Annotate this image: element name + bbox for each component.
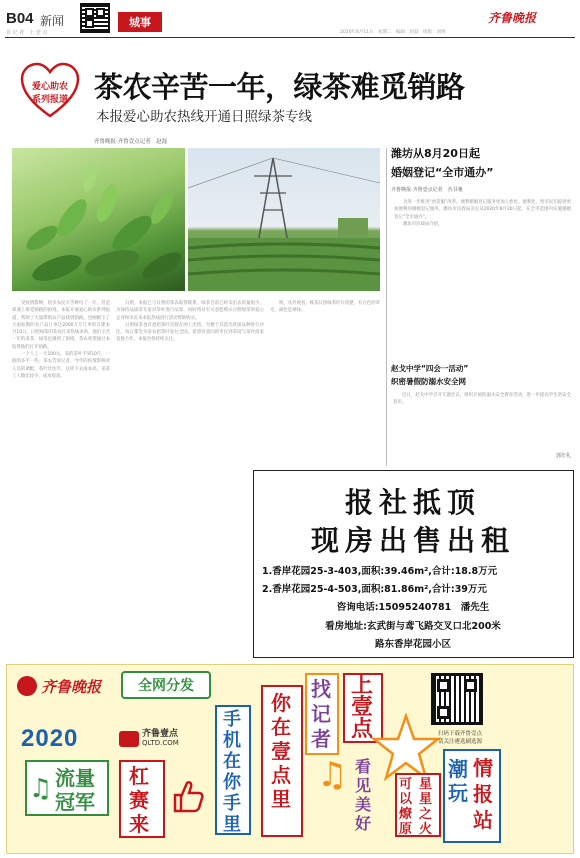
column-divider bbox=[386, 148, 387, 466]
promo-tag-phone bbox=[215, 705, 251, 835]
side1-para2: 潍坊市民政局介绍， bbox=[403, 221, 443, 227]
section-tab bbox=[118, 12, 162, 32]
promo-tag-you-text: 你在壹点里 bbox=[271, 691, 291, 811]
masthead-rule bbox=[5, 37, 575, 38]
promo-tag-spark bbox=[395, 773, 441, 837]
side1-body bbox=[394, 199, 571, 347]
section-tab-label: 城事 bbox=[129, 16, 151, 29]
lead-col3-para1: 购，从外观看，帐茶日照绿茶叶片清楚，有白色的茸毛，颜色是翠绿。 bbox=[270, 301, 380, 314]
lead-col2-para1: 日照，本报已与日照的茶农取得联系，绿茶目前已经卖出去的量很少。为保持品质茶专家对茶叶进行品鉴，同时将对有关意愿购买日照绿茶的爱心企业和市民来本报热线进行活动帮助购买。 bbox=[116, 301, 264, 321]
badge-line1: 爱心助农 bbox=[31, 82, 68, 92]
promo-tag-spark-text2: 可以燎原 bbox=[399, 777, 413, 837]
promo-tag-spark-text1: 星星之火 bbox=[419, 777, 433, 837]
lead-col2-para2: 日照绿茶也有意把茶叶直接在网上出售，为便于其选出优质品种进行评比，每日都会为茶农把茶叶发往全国。希望有意向的市民到茶园与茶叶商家直接合作。本报也将持续关注。 bbox=[116, 322, 264, 343]
promo-tag-trend-text2: 情报站 bbox=[473, 756, 493, 832]
lead-subhead: 本报爱心助农热线开通日照绿茶专线 bbox=[96, 109, 312, 125]
house-ad-address1: 看房地址:玄武街与鸢飞路交叉口北200米 bbox=[325, 621, 501, 632]
house-ad-title2: 现房出售出租 bbox=[310, 524, 515, 557]
promo-tag-traffic bbox=[25, 760, 109, 816]
music-note-icon: ♫ bbox=[29, 774, 53, 804]
promo-qr-caption2: 请关注遴选刷选源 bbox=[437, 739, 482, 745]
promo-slogan-text: 全网分发 bbox=[138, 678, 194, 694]
lead-body-col3 bbox=[270, 300, 380, 465]
side-story-1 bbox=[391, 145, 571, 335]
side1-headline-line1: 潍坊从8月20日起 bbox=[391, 147, 480, 160]
side2-body bbox=[393, 392, 571, 450]
section-name: 新闻 bbox=[40, 14, 65, 28]
promo-app-logo bbox=[119, 729, 209, 749]
promo-qr-code bbox=[431, 673, 483, 725]
masthead-qr-icon bbox=[80, 3, 110, 33]
promo-tag-see-text: 看见美好 bbox=[355, 757, 372, 833]
promo-app-url: QLTD.COM bbox=[142, 739, 179, 747]
promo-tag-phone-text: 手机在你手里 bbox=[223, 709, 241, 835]
promo-logo-text: 齐鲁晚报 bbox=[41, 677, 102, 696]
side2-headline-line2: 织密暑假防溺水安全网 bbox=[391, 377, 466, 386]
promo-logo-icon bbox=[17, 676, 37, 696]
house-ad-line1: 1.香岸花园25-3-403,面积:39.46m²,合计:18.8万元 bbox=[262, 566, 498, 577]
lead-col1-para1: 受疫情影响，很多农民辛苦种出了一年，但是却遇上难觅销路的困境。本报开通爱心助农系列报道，帮助了大量滞销农产品找到销路。也刚刚下了大雨如数的农产品订单达2000万斤订单的在建本月10日，日照绿茶的茶农打来热线求助，他们辛苦一年的采茶，绿茶也遇到了困境，茶农希望通过本报帮他们打开销路。 bbox=[12, 301, 110, 350]
house-ad-address2: 路东香岸花园小区 bbox=[374, 639, 451, 650]
promo-tag-find-text: 找记者 bbox=[311, 677, 331, 751]
promo-tag-trend bbox=[443, 749, 501, 843]
promo-tag-trend-text1: 潮玩 bbox=[448, 757, 468, 805]
side2-byline: 郭仕礼 bbox=[555, 453, 571, 459]
promo-logo bbox=[17, 673, 117, 699]
promo-ad bbox=[6, 664, 574, 854]
promo-slogan bbox=[121, 671, 211, 699]
badge-line2: 系列报道 bbox=[31, 95, 68, 105]
page-number: B04 bbox=[6, 10, 34, 27]
series-badge bbox=[20, 62, 80, 118]
promo-qr-caption1: 扫码下载齐鲁壹点 bbox=[437, 731, 482, 737]
thumbs-up-icon bbox=[167, 775, 207, 815]
lead-byline: 齐鲁晚报·齐鲁壹点记者 赵磊 bbox=[94, 139, 168, 145]
promo-tag-you bbox=[261, 685, 303, 837]
editor-line: 首 记 者 上 壹 点 bbox=[6, 30, 48, 36]
promo-tag-find bbox=[305, 673, 339, 755]
side-story-2 bbox=[391, 363, 571, 468]
promo-tag-gang bbox=[119, 760, 165, 838]
promo-year: 2020 bbox=[21, 725, 79, 752]
date-line: 2020年8月11日 星期二 编辑：赵磊 组版：刘悦 bbox=[340, 30, 446, 35]
side1-byline: 齐鲁晚报·齐鲁壹点记者 丛书驰 bbox=[391, 187, 463, 193]
tea-leaves-photo bbox=[12, 148, 185, 291]
promo-app-icon bbox=[119, 731, 139, 747]
tea-field-photo bbox=[188, 148, 380, 291]
house-ad-line2: 2.香岸花园25-4-503,面积:81.86m²,合计:39万元 bbox=[262, 584, 487, 595]
lead-headline: 茶农辛苦一年，绿茶难觅销路 bbox=[94, 70, 465, 104]
side2-headline-line1: 赵戈中学“四会一活动” bbox=[391, 364, 469, 373]
masthead bbox=[0, 0, 580, 40]
music-notes-icon: ♫ bbox=[317, 755, 348, 795]
house-ad-title1: 报社抵顶 bbox=[344, 486, 481, 519]
house-ad-contact: 咨询电话:15095240781 潘先生 bbox=[336, 602, 490, 613]
promo-tag-shang-text: 上壹点 bbox=[351, 673, 374, 742]
side2-para1: 近日，赵戈中学召开专题会议，组织开展防溺水安全教育活动，进一步提高学生的安全意识。 bbox=[393, 393, 571, 406]
side1-para1: 为进一步推进“放管服”改革，便利婚姻登记服务更加人性化、便利化，给市民们提供更加便利的婚姻登记服务，潍坊市民政局决定从2020年8月20日起，在全市范围内实施婚姻登记“全市通办”。 bbox=[394, 200, 571, 220]
promo-tag-traffic-text: 流量冠军 bbox=[55, 766, 95, 814]
promo-app-name: 齐鲁壹点 bbox=[142, 729, 179, 739]
paper-logo: 齐鲁晚报 bbox=[488, 11, 537, 25]
lead-col1-para2: 一个人工一天100元。采的茶叶不到10斤，一般的多手一些。茶农告诉记者，今年的疫情影响对人员的调配，茶叶比往年，这样下去成本高，采茶工人数比较少，成本很高。 bbox=[12, 352, 110, 379]
house-ad-box bbox=[253, 470, 574, 658]
lead-body-col2 bbox=[116, 300, 264, 465]
promo-tag-gang-text: 杠赛来 bbox=[129, 764, 149, 836]
side1-headline-line2: 婚姻登记“全市通办” bbox=[391, 166, 494, 179]
lead-body-col1 bbox=[12, 300, 110, 465]
